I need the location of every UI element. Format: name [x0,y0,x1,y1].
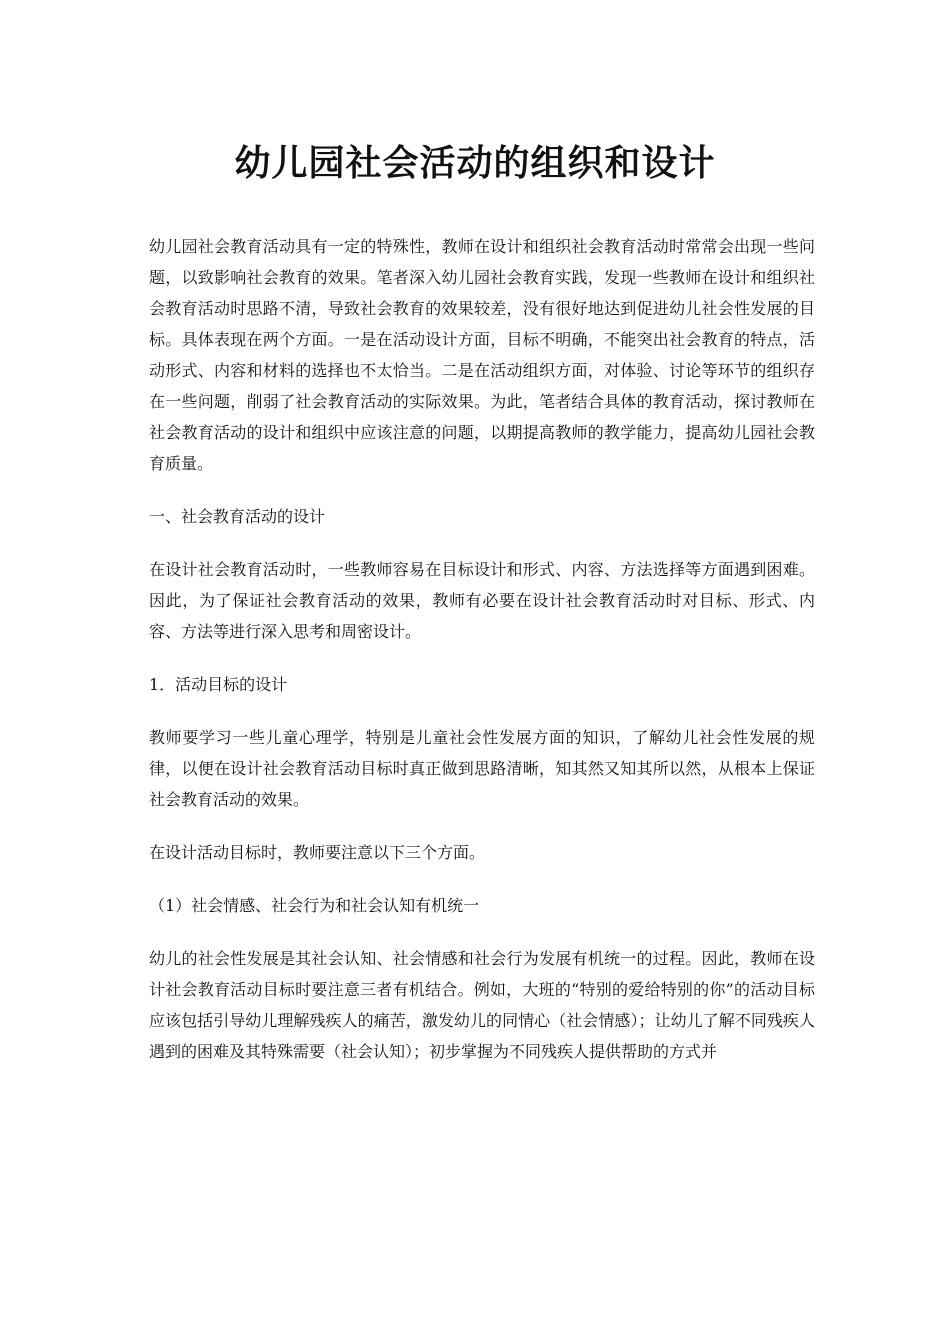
intro-paragraph: 幼儿园社会教育活动具有一定的特殊性，教师在设计和组织社会教育活动时常常会出现一些问题，以致影响社会教育的效果。笔者深入幼儿园社会教育实践，发现一些教师在设计和组织社会教育活动时思路不清，导致社会教育的效果较差，没有很好地达到促进幼儿社会性发展的目标。具体表现在两个方面。一是在活动设计方面，目标不明确，不能突出社会教育的特点，活动形式、内容和材料的选择也不太恰当。二是在活动组织方面，对体验、讨论等环节的组织存在一些问题，削弱了社会教育活动的实际效果。为此，笔者结合具体的教育活动，探讨教师在社会教育活动的设计和组织中应该注意的问题，以期提高教师的教学能力，提高幼儿园社会教育质量。 [149,237,815,473]
document-title: 幼儿园社会活动的组织和设计 [234,142,716,184]
section-paragraph: 在设计社会教育活动时，一些教师容易在目标设计和形式、内容、方法选择等方面遇到困难。因此，为了保证社会教育活动的效果，教师有必要在设计社会教育活动时对目标、形式、内容、方法等进行深入思考和周密设计。 [149,560,815,641]
subsection-heading-goals: 1．活动目标的设计 [149,675,288,694]
document-body [149,231,815,1089]
section-heading-design: 一、社会教育活动的设计 [149,507,326,526]
goals-paragraph: 教师要学习一些儿童心理学，特别是儿童社会性发展方面的知识，了解幼儿社会性发展的规律，以便在设计社会教育活动目标时真正做到思路清晰，知其然又知其所以然，从根本上保证社会教育活动的效果。 [149,728,815,809]
goals-aspects-paragraph: 在设计活动目标时，教师要注意以下三个方面。 [149,843,486,862]
point-heading-unity: （1）社会情感、社会行为和社会认知有机统一 [149,896,480,915]
unity-paragraph: 幼儿的社会性发展是其社会认知、社会情感和社会行为发展有机统一的过程。因此，教师在设计社会教育活动目标时要注意三者有机结合。例如，大班的“特别的爱给特别的你”的活动目标应该包括引导幼儿理解残疾人的痛苦，激发幼儿的同情心（社会情感）；让幼儿了解不同残疾人遇到的困难及其特殊需要（社会认知）；初步掌握为不同残疾人提供帮助的方式并 [149,949,815,1061]
